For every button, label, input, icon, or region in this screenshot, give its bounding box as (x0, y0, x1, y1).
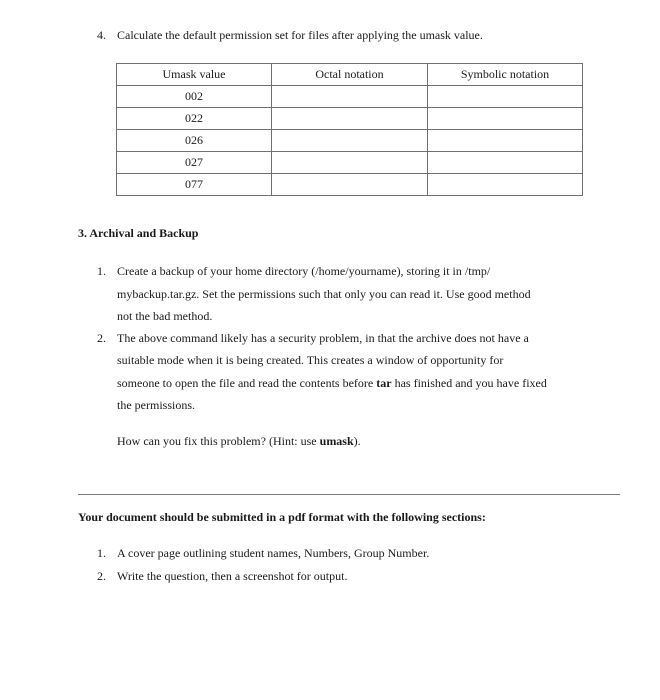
section3-item1-line3: not the bad method. (117, 309, 213, 323)
hint-pre: How can you fix this problem? (Hint: use (117, 434, 320, 448)
submission-item2-text: Write the question, then a screenshot for output. (117, 569, 348, 583)
octal-cell (272, 108, 428, 130)
submission-item1-text: A cover page outlining student names, Numbers, Group Number. (117, 546, 430, 560)
octal-cell (272, 152, 428, 174)
q4-number: 4. (97, 28, 106, 42)
symbolic-cell (428, 152, 583, 174)
header-octal-notation: Octal notation (272, 64, 428, 86)
umask-command: umask (319, 434, 354, 448)
section-divider (78, 494, 620, 495)
section3-item2-line2: suitable mode when it is being created. This creates a window of opportunity for (117, 353, 504, 367)
item2-line3-post: has finished and you have fixed (391, 376, 547, 390)
header-symbolic-notation: Symbolic notation (428, 64, 583, 86)
item2-line3-pre: someone to open the file and read the contents before (117, 376, 377, 390)
section3-item1-line2: mybackup.tar.gz. Set the permissions such that only you can read it. Use good method (117, 287, 531, 301)
section3-item2-line1: The above command likely has a security problem, in that the archive does not have a (117, 331, 529, 345)
submission-item2-number: 2. (97, 569, 106, 583)
hint-question (117, 434, 361, 449)
umask-cell: 077 (117, 174, 272, 196)
octal-cell (272, 86, 428, 108)
umask-cell: 022 (117, 108, 272, 130)
submission-heading: Your document should be submitted in a pdf format with the following sections: (78, 510, 486, 524)
table-row (117, 108, 583, 130)
octal-cell (272, 174, 428, 196)
table-row (117, 130, 583, 152)
symbolic-cell (428, 108, 583, 130)
umask-cell: 026 (117, 130, 272, 152)
section3-item1-number: 1. (97, 264, 106, 278)
symbolic-cell (428, 174, 583, 196)
octal-cell (272, 130, 428, 152)
q4-text: Calculate the default permission set for files after applying the umask value. (117, 28, 483, 42)
umask-table (116, 63, 583, 196)
section3-item2-line3 (117, 376, 547, 391)
table-header-row (117, 64, 583, 86)
symbolic-cell (428, 86, 583, 108)
tar-command: tar (376, 376, 392, 390)
section3-item2-line4: the permissions. (117, 398, 195, 412)
submission-item1-number: 1. (97, 546, 106, 560)
table-row (117, 174, 583, 196)
umask-cell: 027 (117, 152, 272, 174)
umask-cell: 002 (117, 86, 272, 108)
table-row (117, 152, 583, 174)
section3-item2-number: 2. (97, 331, 106, 345)
hint-post: ). (353, 434, 361, 448)
header-umask-value: Umask value (117, 64, 272, 86)
section3-heading: 3. Archival and Backup (78, 226, 199, 240)
section3-item1-line1: Create a backup of your home directory (/home/yourname), storing it in /tmp/ (117, 264, 491, 278)
table-row (117, 86, 583, 108)
symbolic-cell (428, 130, 583, 152)
